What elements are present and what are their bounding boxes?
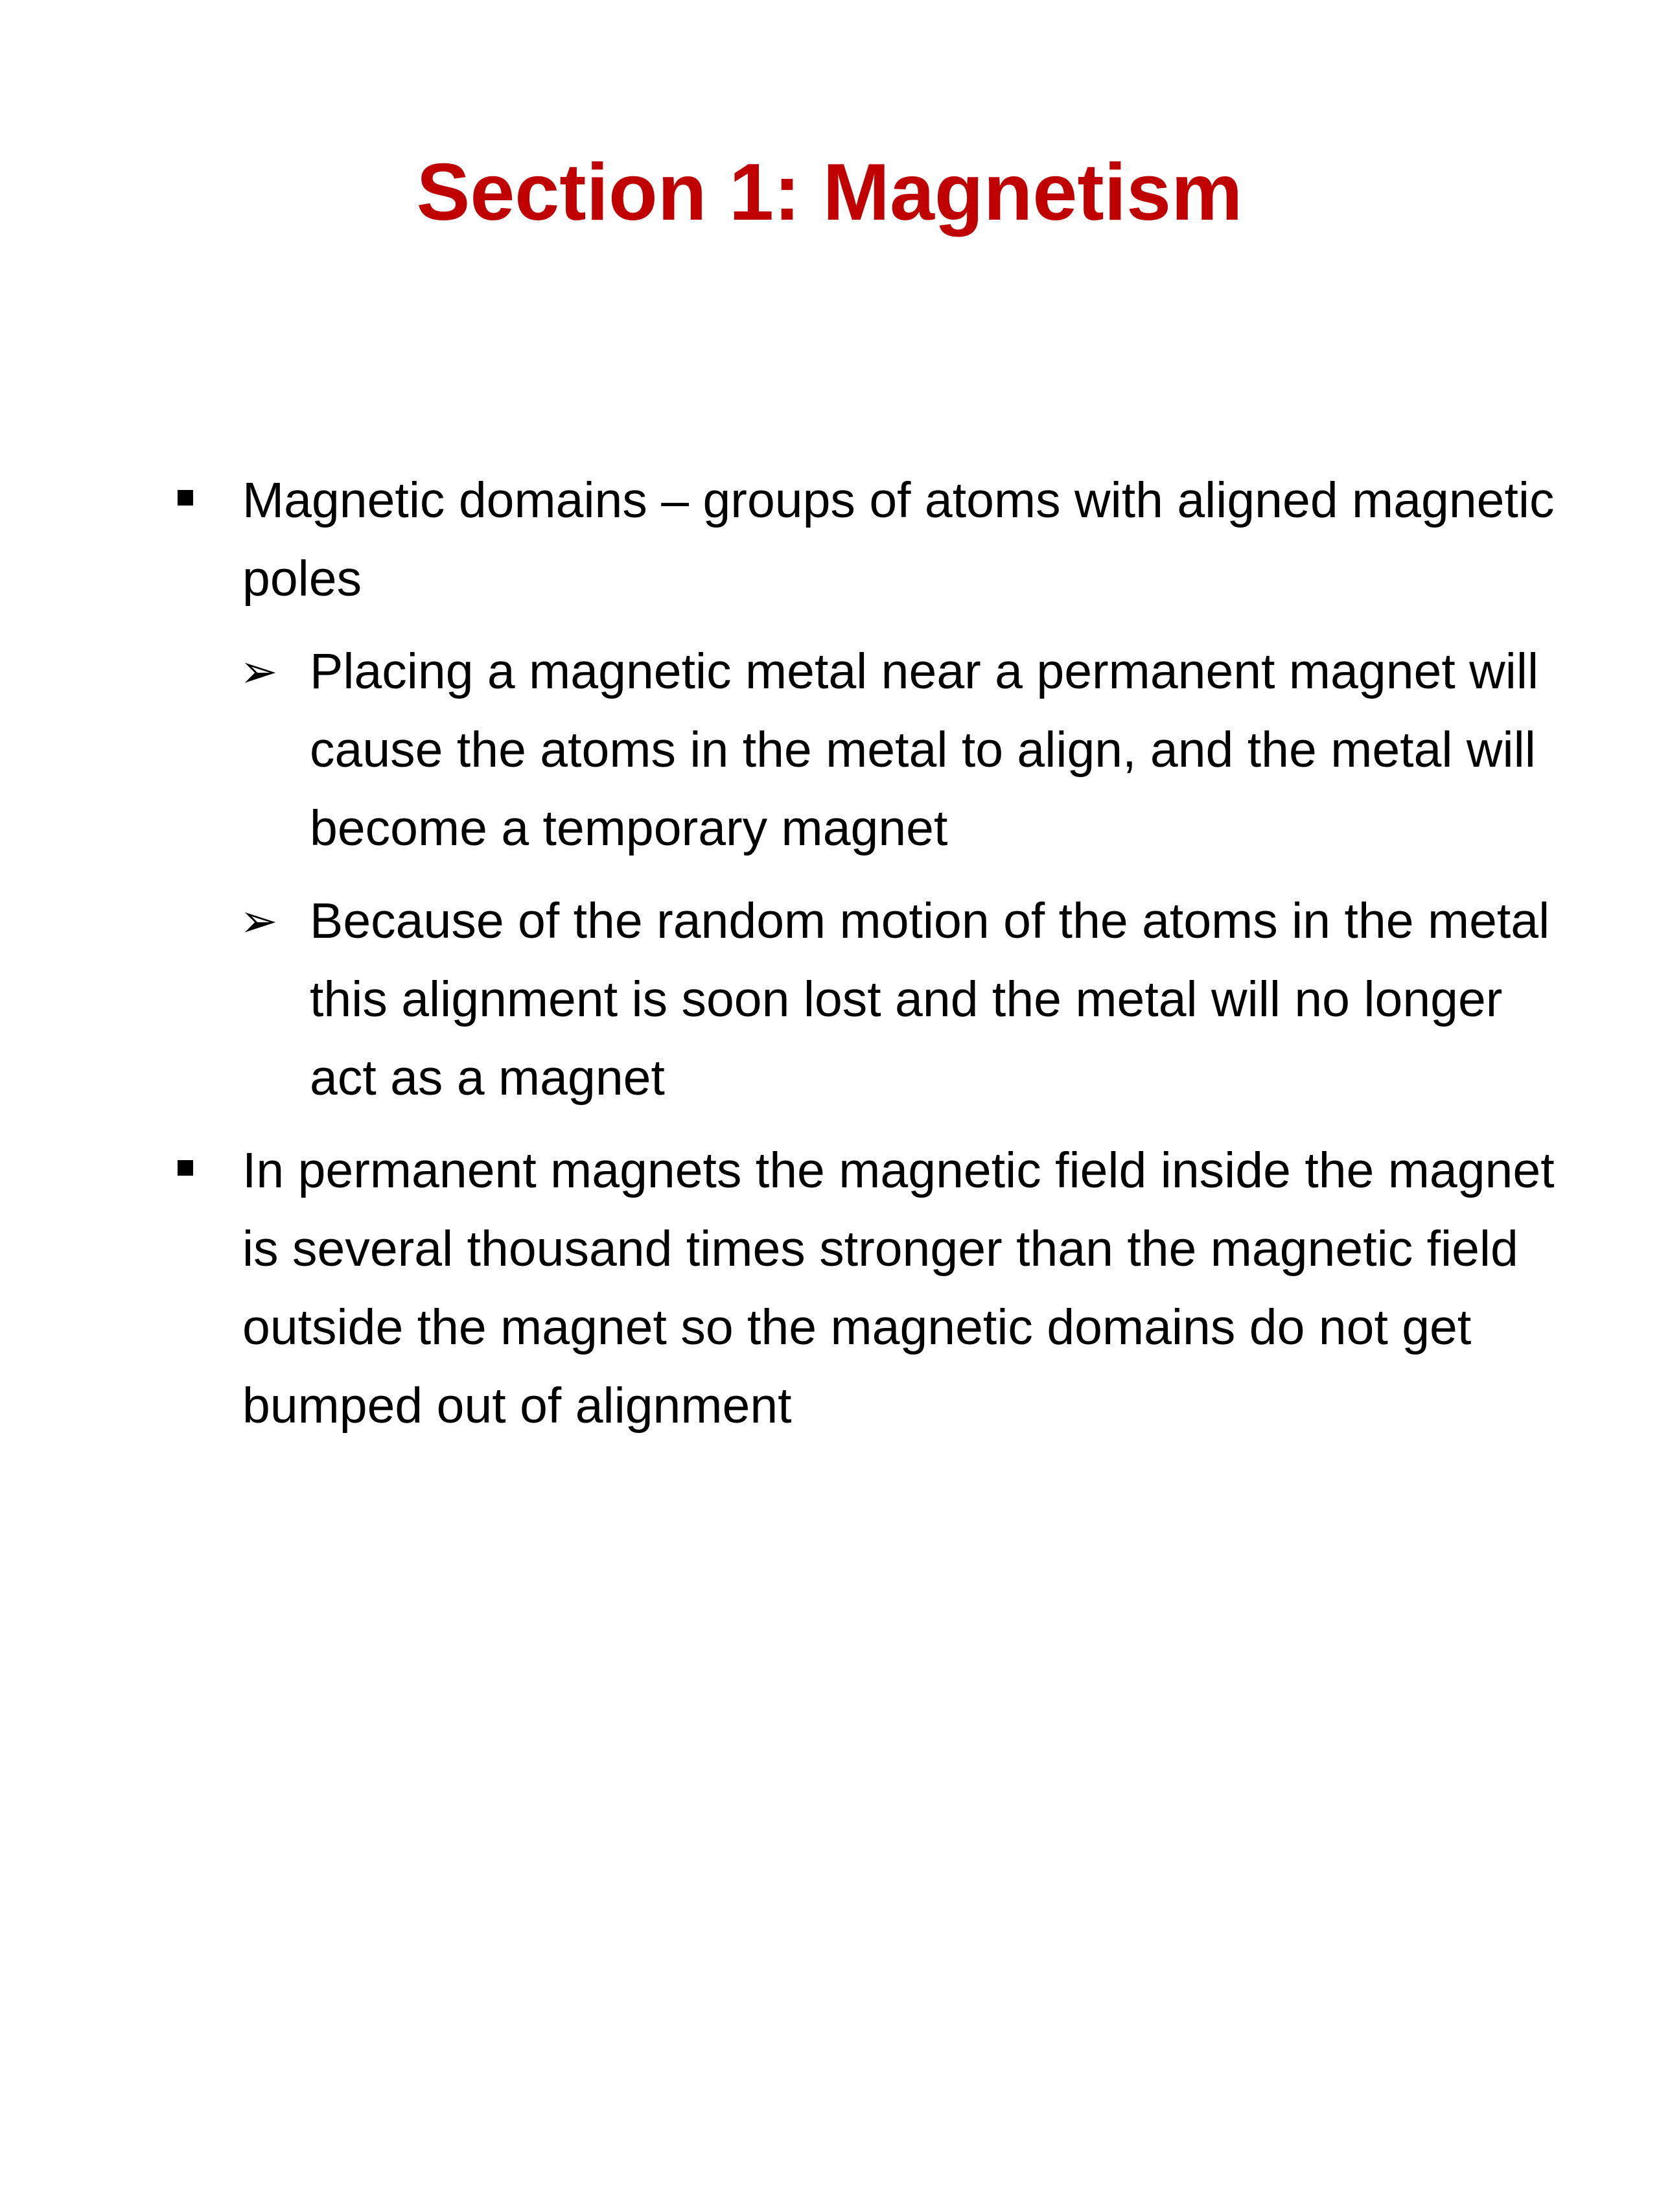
arrowhead-bullet-icon: ➢	[240, 645, 278, 698]
bullet-list	[170, 461, 1570, 1460]
sub-bullet-item	[170, 882, 1570, 1117]
sub-bullet-list	[170, 633, 1570, 1117]
square-bullet-icon	[178, 490, 193, 506]
slide-title: Section 1: Magnetism	[416, 148, 1243, 237]
sub-bullet-text: Because of the random motion of the atoms in the metal this alignment is soon lost and the metal will no longer act as a magnet	[310, 893, 1550, 1106]
bullet-item	[170, 1132, 1570, 1445]
bullet-text: Magnetic domains – groups of atoms with aligned magnetic poles	[242, 472, 1555, 607]
square-bullet-icon	[178, 1160, 193, 1176]
sub-bullet-item	[170, 633, 1570, 868]
sub-bullet-text: Placing a magnetic metal near a permanent magnet will cause the atoms in the metal to align, and the metal will become a temporary magnet	[310, 644, 1539, 856]
bullet-text: In permanent magnets the magnetic field inside the magnet is several thousand times stronger than the magnetic field outside the magnet so the magnetic domains do not get bumped out of alignment	[242, 1143, 1555, 1434]
bullet-item	[170, 461, 1570, 618]
arrowhead-bullet-icon: ➢	[240, 894, 278, 948]
